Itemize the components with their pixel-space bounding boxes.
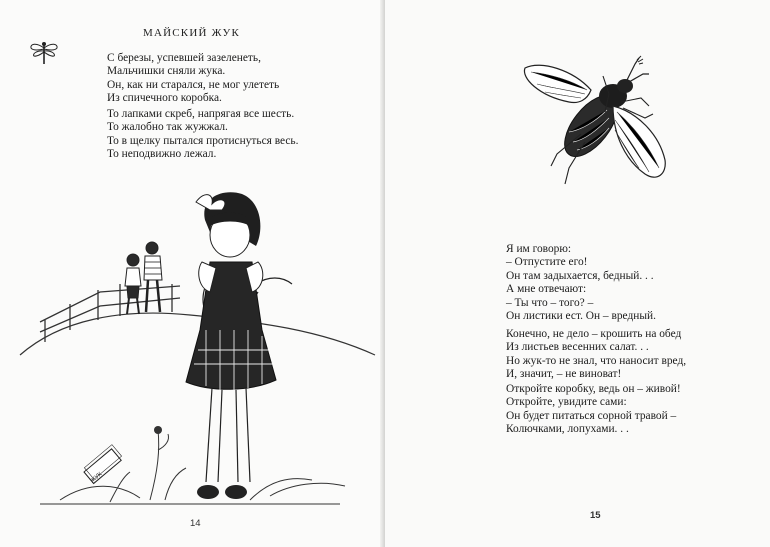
verse-line: То лапками скреб, напрягая все шесть. (107, 108, 295, 120)
dragonfly-icon (28, 40, 60, 66)
stanza-3 (506, 243, 656, 323)
verse-line: С березы, успевшей зазеленеть, (107, 52, 261, 64)
verse-line: Я им говорю: (506, 243, 572, 255)
verse-line: Из спичечного коробка. (107, 92, 222, 105)
verse-line: Он там задыхается, бедный. . . (506, 269, 654, 282)
verse-line: Он листики ест. Он – вредный. (506, 310, 656, 323)
stanza-4 (506, 328, 686, 382)
verse-line: Он, как ни старался, не мог улететь (107, 78, 280, 91)
verse-line: Конечно, не дело – крошить на обед (506, 328, 682, 340)
left-page (0, 0, 383, 547)
verse-line: То неподвижно лежал. (107, 148, 217, 161)
verse-line: Откройте коробку, ведь он – живой! (506, 383, 681, 395)
verse-line: Мальчишки сняли жука. (107, 65, 226, 78)
poem-title: МАЙСКИЙ ЖУК (142, 27, 240, 39)
verse-line: Из листьев весенних салат. . . (506, 341, 649, 354)
verse-line: То жалобно так жужжал. (107, 121, 228, 134)
page-number-right: 15 (590, 510, 601, 521)
girl-illustration (0, 180, 383, 520)
verse-line: Он будет питаться сорной травой – (506, 409, 677, 422)
stanza-1 (107, 52, 279, 106)
verse-line: Колючками, лопухами. . . (506, 423, 629, 436)
verse-line: И, значит, – не виноват! (506, 368, 622, 381)
stanza-2 (107, 108, 298, 162)
matchbox-label: ЖУК (89, 471, 104, 485)
verse-line: А мне отвечают: (506, 283, 587, 296)
stanza-5 (506, 383, 681, 437)
page-number-left: 14 (190, 518, 201, 529)
beetle-illustration (521, 50, 671, 200)
verse-line: Но жук-то не знал, что наносит вред, (506, 354, 687, 367)
verse-line: – Ты что – того? – (506, 296, 594, 309)
verse-line: То в щелку пытался протиснуться весь. (107, 134, 299, 147)
right-page (385, 0, 770, 547)
verse-line: – Отпустите его! (506, 256, 588, 269)
verse-line: Откройте, увидите сами: (506, 396, 627, 409)
